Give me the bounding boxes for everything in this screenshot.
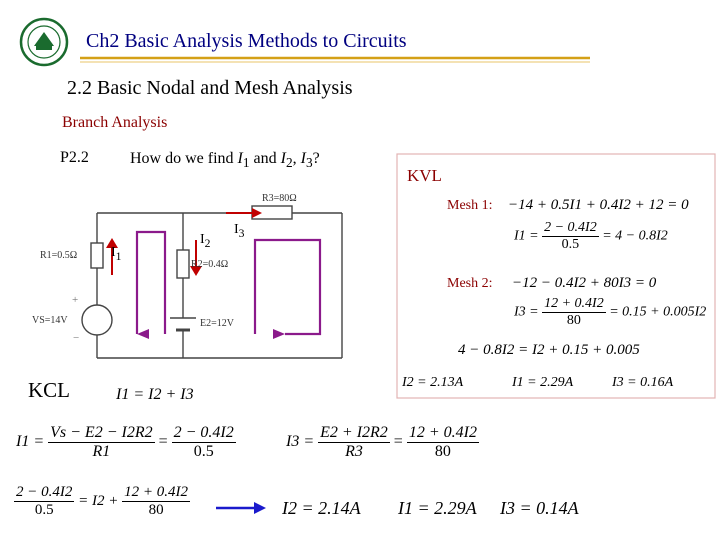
i1-label: $I_1$ xyxy=(111,245,122,263)
var-i3: I xyxy=(300,150,306,167)
kcl-i1-lhs: I1 = xyxy=(16,433,45,451)
kvl-i3-fraction xyxy=(542,296,606,329)
kcl-i3-frac2 xyxy=(407,424,479,461)
mesh1-arrowhead xyxy=(137,329,149,339)
university-logo xyxy=(21,19,67,65)
kvl-i1-lhs: I1 = xyxy=(514,228,539,244)
kvl-i3-den: 80 xyxy=(542,312,606,329)
circuit-diagram xyxy=(97,213,342,358)
kcl-eq-sign-2: = xyxy=(393,433,403,451)
r2-label: R2=0.4Ω xyxy=(191,259,229,270)
kcl-i1-frac1 xyxy=(48,424,154,461)
r3-label: R3=80Ω xyxy=(262,193,297,204)
problem-question xyxy=(130,150,320,171)
var-i1: I xyxy=(237,150,243,167)
kcl-i1-num2: 2 − 0.4I2 xyxy=(173,424,234,441)
sub-3: 3 xyxy=(305,155,313,171)
kvl-title: KVL xyxy=(407,166,442,185)
sub-1: 1 xyxy=(242,155,250,171)
header-title: Ch2 Basic Analysis Methods to Circuits xyxy=(86,30,407,52)
kcl-i3-den2: 80 xyxy=(407,442,479,461)
problem-label: P2.2 xyxy=(60,149,89,166)
kcl-i3-frac1 xyxy=(318,424,390,461)
kcl-i3-num2: 12 + 0.4I2 xyxy=(408,424,477,441)
question-text: How do we find xyxy=(130,150,234,167)
kcl-result-i3: I3 = 0.14A xyxy=(500,498,579,518)
kcl-i1-frac2 xyxy=(172,424,236,461)
mesh2-label: Mesh 2: xyxy=(447,276,493,291)
mesh1-equation: −14 + 0.5I1 + 0.4I2 + 12 = 0 xyxy=(508,197,689,213)
r1-label: R1=0.5Ω xyxy=(40,250,78,261)
vs-source xyxy=(82,305,112,335)
kcl-sum-den-b: 80 xyxy=(122,501,190,519)
kcl-sum-frac-b xyxy=(122,484,190,519)
kvl-result-i3: I3 = 0.16A xyxy=(612,375,674,390)
kcl-sum-den-a: 0.5 xyxy=(14,501,74,519)
kcl-sum-mid: = I2 + xyxy=(78,492,119,509)
kcl-eq-sign-1: = xyxy=(158,433,168,451)
kvl-i1-num: 2 − 0.4I2 xyxy=(544,220,597,235)
kvl-i1-den: 0.5 xyxy=(542,236,599,253)
kcl-i3-num1: E2 + I2R2 xyxy=(320,424,388,441)
and-text: and xyxy=(253,150,277,167)
mesh1-label: Mesh 1: xyxy=(447,198,493,213)
kcl-result-i2: I2 = 2.14A xyxy=(282,498,361,518)
kcl-i1-den1: R1 xyxy=(48,442,154,461)
r2-resistor xyxy=(177,250,189,278)
kcl-result-i1: I1 = 2.29A xyxy=(398,498,477,518)
kcl-title: KCL xyxy=(28,378,70,402)
result-arrow xyxy=(216,502,266,514)
kvl-i3-expression xyxy=(514,296,706,329)
r1-resistor xyxy=(91,243,103,268)
kcl-i1-expression xyxy=(16,424,236,461)
mesh2-equation: −12 − 0.4I2 + 80I3 = 0 xyxy=(512,275,657,291)
vs-plus: + xyxy=(72,294,79,306)
kvl-result-i2: I2 = 2.13A xyxy=(402,375,464,390)
kvl-i3-num: 12 + 0.4I2 xyxy=(544,296,604,311)
kvl-combined: 4 − 0.8I2 = I2 + 0.15 + 0.005 xyxy=(458,342,640,358)
kcl-sum-num-a: 2 − 0.4I2 xyxy=(16,484,73,500)
kvl-i3-lhs: I3 = xyxy=(514,304,539,320)
kcl-i1-num1: Vs − E2 − I2R2 xyxy=(50,424,153,441)
kvl-i1-expression xyxy=(514,220,668,253)
kvl-i1-rhs: = 4 − 0.8I2 xyxy=(602,228,668,244)
kvl-i3-rhs: = 0.15 + 0.005I2 xyxy=(609,304,707,320)
kcl-sum-num-b: 12 + 0.4I2 xyxy=(124,484,188,500)
question-mark: ? xyxy=(312,150,320,167)
mesh2-arrowhead xyxy=(273,329,285,339)
kcl-i3-expression xyxy=(286,424,479,461)
var-i2: I xyxy=(280,150,286,167)
kcl-i1-den2: 0.5 xyxy=(172,442,236,461)
e2-label: E2=12V xyxy=(200,318,234,329)
kcl-equation: I1 = I2 + I3 xyxy=(116,386,194,403)
section-title: 2.2 Basic Nodal and Mesh Analysis xyxy=(67,77,353,99)
vs-label: VS=14V xyxy=(32,315,68,326)
sub-2: 2 xyxy=(285,155,293,171)
kcl-i3-lhs: I3 = xyxy=(286,433,315,451)
i2-label: $I_2$ xyxy=(200,232,211,250)
section-subtitle: Branch Analysis xyxy=(62,114,168,131)
kcl-i3-den1: R3 xyxy=(318,442,390,461)
i3-label: $I_3$ xyxy=(234,222,245,240)
kvl-i1-fraction xyxy=(542,220,599,253)
vs-minus: − xyxy=(73,332,80,344)
kcl-sum-frac-a xyxy=(14,484,74,519)
kvl-result-i1: I1 = 2.29A xyxy=(512,375,574,390)
kcl-sum-expression xyxy=(14,484,190,519)
comma: , xyxy=(292,150,297,167)
